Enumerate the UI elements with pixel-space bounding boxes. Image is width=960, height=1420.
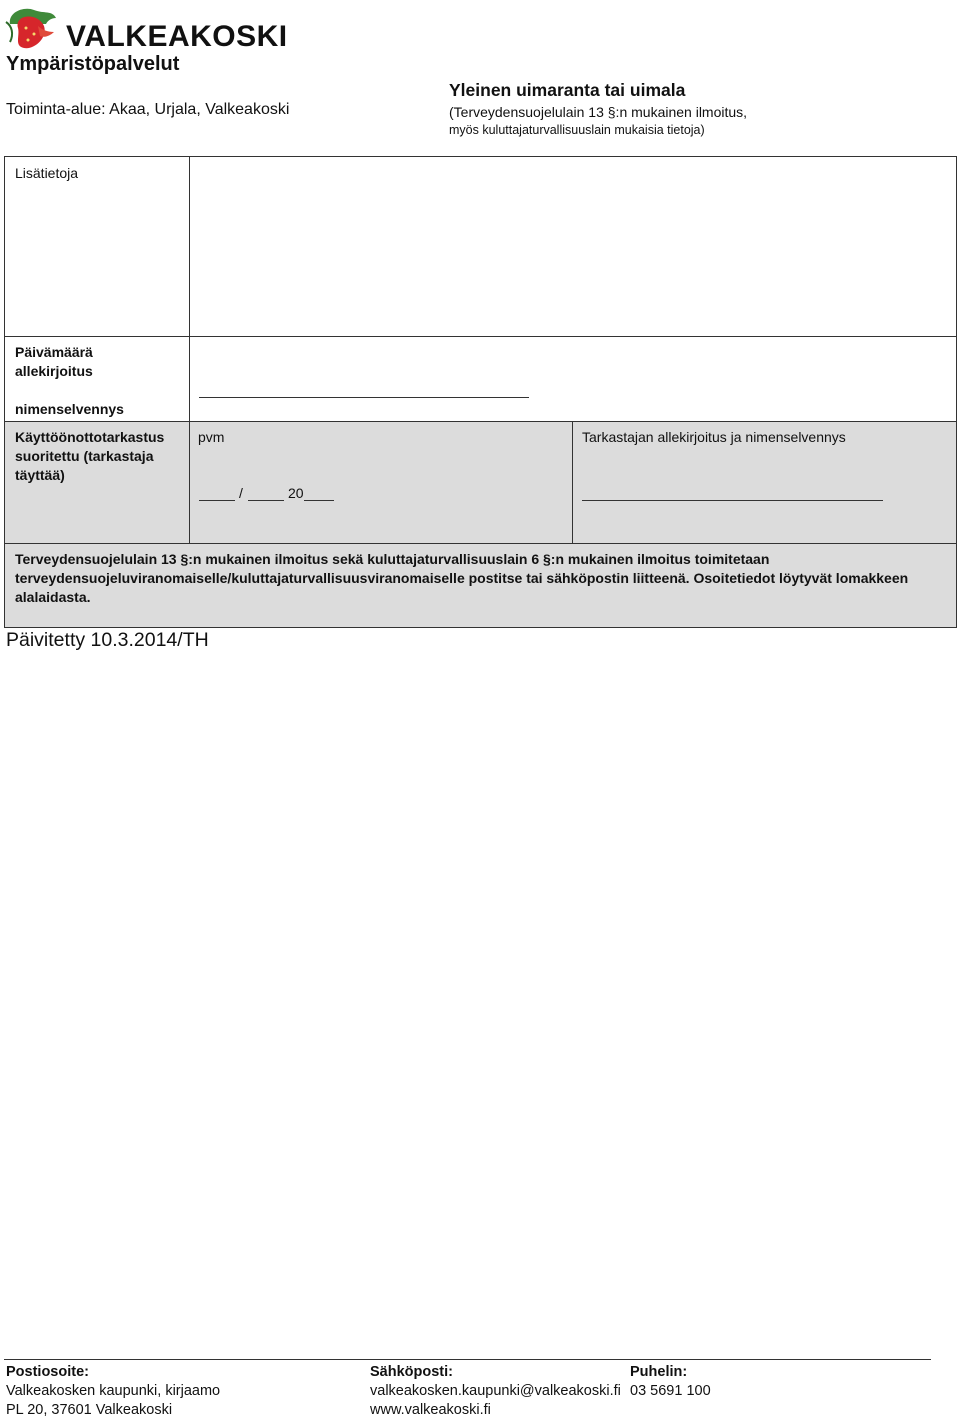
- updated-note: Päivitetty 10.3.2014/TH: [6, 629, 209, 651]
- lisatietoja-label-cell: [4, 156, 190, 337]
- notice-line-3: alalaidasta.: [15, 589, 91, 605]
- lisatietoja-label: Lisätietoja: [15, 165, 79, 181]
- inspector-signature-line: [582, 500, 883, 501]
- date-label: Päivämäärä: [15, 344, 93, 360]
- notice-box: [4, 543, 957, 628]
- signature-label: allekirjoitus: [15, 363, 93, 379]
- signature-line: [199, 397, 529, 398]
- phone-number: 03 5691 100: [630, 1383, 711, 1399]
- inspector-signature-cell[interactable]: [572, 421, 957, 544]
- inspection-label-2: suoritettu (tarkastaja: [15, 448, 154, 464]
- logo-text: VALKEAKOSKI: [66, 20, 288, 53]
- inspection-label-1: Käyttöönottotarkastus: [15, 429, 165, 445]
- inspection-label-3: täyttää): [15, 467, 65, 483]
- email-link[interactable]: valkeakosken.kaupunki@valkeakoski.fi: [370, 1383, 621, 1399]
- pvm-label: pvm: [198, 429, 225, 445]
- postal-line-1: Valkeakosken kaupunki, kirjaamo: [6, 1383, 221, 1399]
- notice-line-1: Terveydensuojelulain 13 §:n mukainen ilmoitus sekä kuluttajaturvallisuuslain 6 §:n mukainen ilmoitus toimitetaan: [15, 551, 770, 567]
- name-clarification-label: nimenselvennys: [15, 401, 124, 417]
- day-line: [199, 500, 235, 501]
- signature-label-cell: [4, 336, 190, 422]
- postal-heading: Postiosoite:: [6, 1364, 89, 1380]
- department-title: Ympäristöpalvelut: [6, 53, 180, 75]
- year-line: [304, 500, 334, 501]
- inspector-label: Tarkastajan allekirjoitus ja nimenselvennys: [582, 429, 846, 445]
- form-title: Yleinen uimaranta tai uimala: [449, 80, 686, 100]
- inspection-label-cell: [4, 421, 190, 544]
- signature-field[interactable]: [189, 336, 957, 422]
- postal-line-2: PL 20, 37601 Valkeakoski: [6, 1402, 173, 1418]
- month-line: [248, 500, 284, 501]
- date-separator: /: [239, 485, 243, 501]
- footer-divider: [4, 1359, 931, 1360]
- strawberry-icon: [4, 4, 74, 58]
- notice-line-2: terveydensuojeluviranomaiselle/kuluttajaturvallisuusviranomaiselle postitse tai sähköpostin liitteenä. Osoitetiedot löytyvät lomakkeen: [15, 570, 909, 586]
- website-link[interactable]: www.valkeakoski.fi: [370, 1402, 491, 1418]
- form-subtitle-2: myös kuluttajaturvallisuuslain mukaisia tietoja): [449, 123, 705, 137]
- inspection-date-cell[interactable]: [189, 421, 573, 544]
- phone-heading: Puhelin:: [630, 1364, 688, 1380]
- email-heading: Sähköposti:: [370, 1364, 453, 1380]
- operating-area: Toiminta-alue: Akaa, Urjala, Valkeakoski: [6, 101, 290, 118]
- lisatietoja-field[interactable]: [189, 156, 957, 337]
- form-subtitle-1: (Terveydensuojelulain 13 §:n mukainen ilmoitus,: [449, 104, 748, 120]
- year-prefix: 20: [288, 485, 304, 501]
